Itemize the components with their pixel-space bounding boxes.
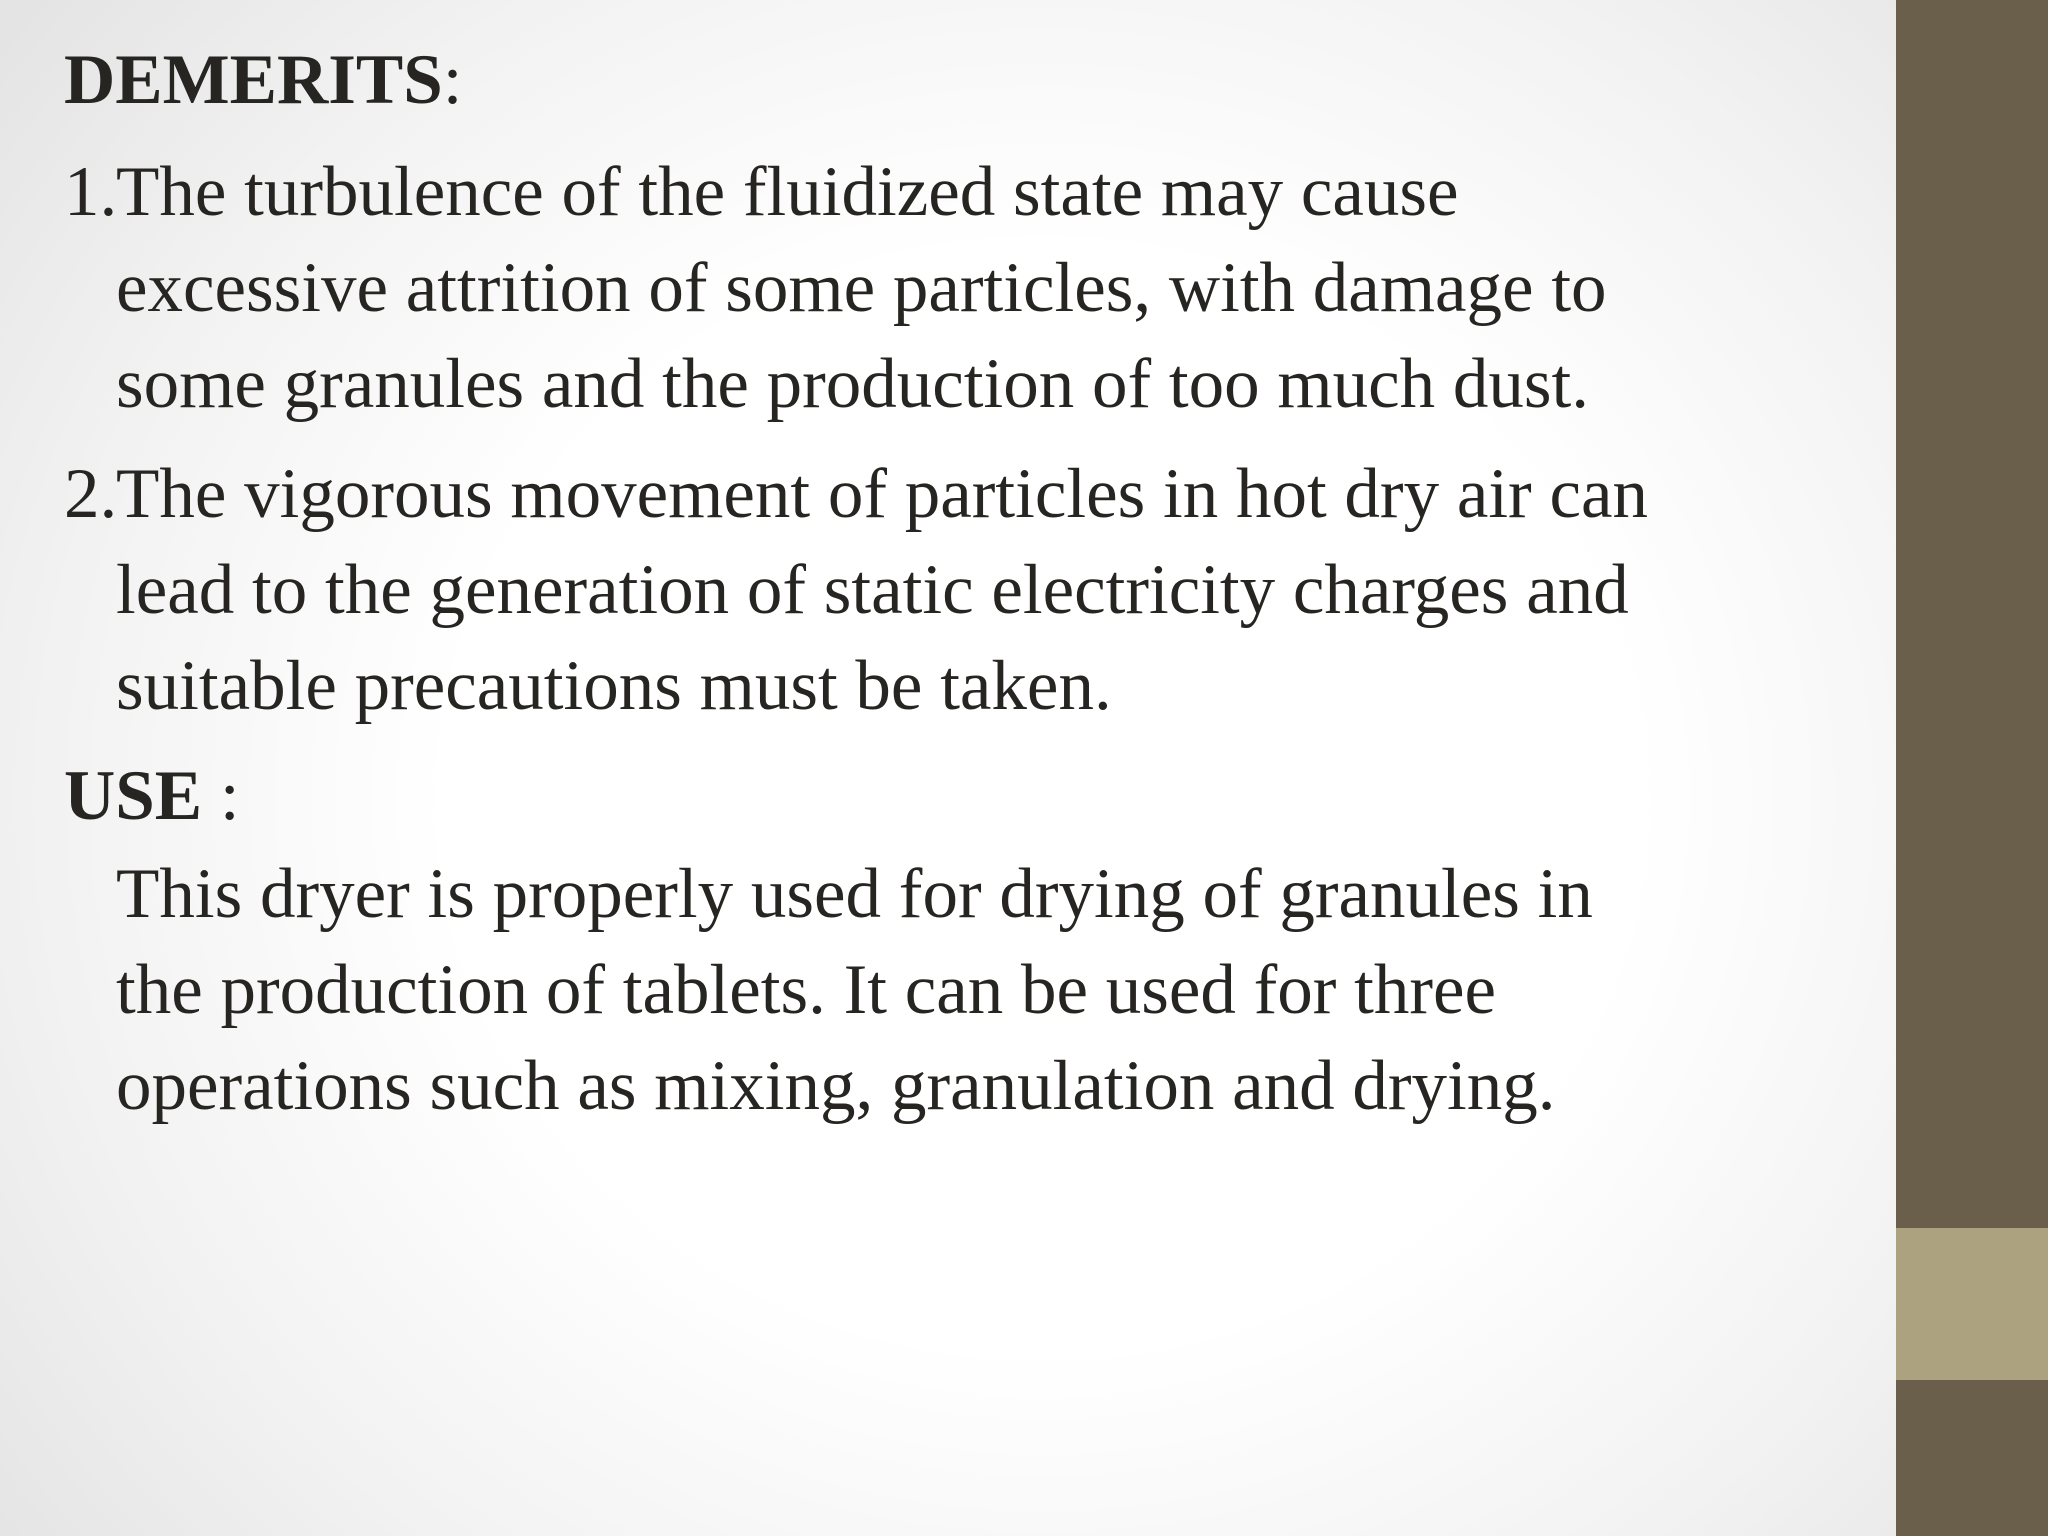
text-line: some granules and the production of too much dust. xyxy=(116,345,1589,423)
use-heading-text: USE xyxy=(64,757,203,835)
sidebar-accent-block xyxy=(1896,1228,2048,1380)
slide-content xyxy=(64,30,1884,1134)
sidebar-dark-block-bottom xyxy=(1896,1380,2048,1536)
text-line: suitable precautions must be taken. xyxy=(116,647,1112,725)
text-line: the production of tablets. It can be used for three xyxy=(116,951,1497,1029)
demerit-item-text xyxy=(116,144,1884,432)
demerits-heading-colon: : xyxy=(442,41,463,119)
use-paragraph xyxy=(116,846,1884,1134)
text-line: excessive attrition of some particles, with damage to xyxy=(116,249,1607,327)
use-heading-colon: : xyxy=(202,757,240,835)
text-line: The turbulence of the fluidized state may cause xyxy=(116,153,1459,231)
demerits-heading-text: DEMERITS xyxy=(64,41,443,119)
text-line: operations such as mixing, granulation and drying. xyxy=(116,1047,1556,1125)
text-line: This dryer is properly used for drying of granules in xyxy=(116,855,1593,933)
decorative-sidebar xyxy=(1896,0,2048,1536)
text-line: lead to the generation of static electricity charges and xyxy=(116,551,1629,629)
demerit-item-number: 1. xyxy=(64,153,118,231)
demerit-item-text xyxy=(116,446,1884,734)
demerit-item-number: 2. xyxy=(64,455,118,533)
demerit-item-1 xyxy=(64,144,1884,432)
use-heading xyxy=(64,746,1884,846)
demerits-heading xyxy=(64,30,1884,130)
text-line: The vigorous movement of particles in hot dry air can xyxy=(116,455,1648,533)
demerit-item-2 xyxy=(64,446,1884,734)
sidebar-dark-block xyxy=(1896,0,2048,1228)
